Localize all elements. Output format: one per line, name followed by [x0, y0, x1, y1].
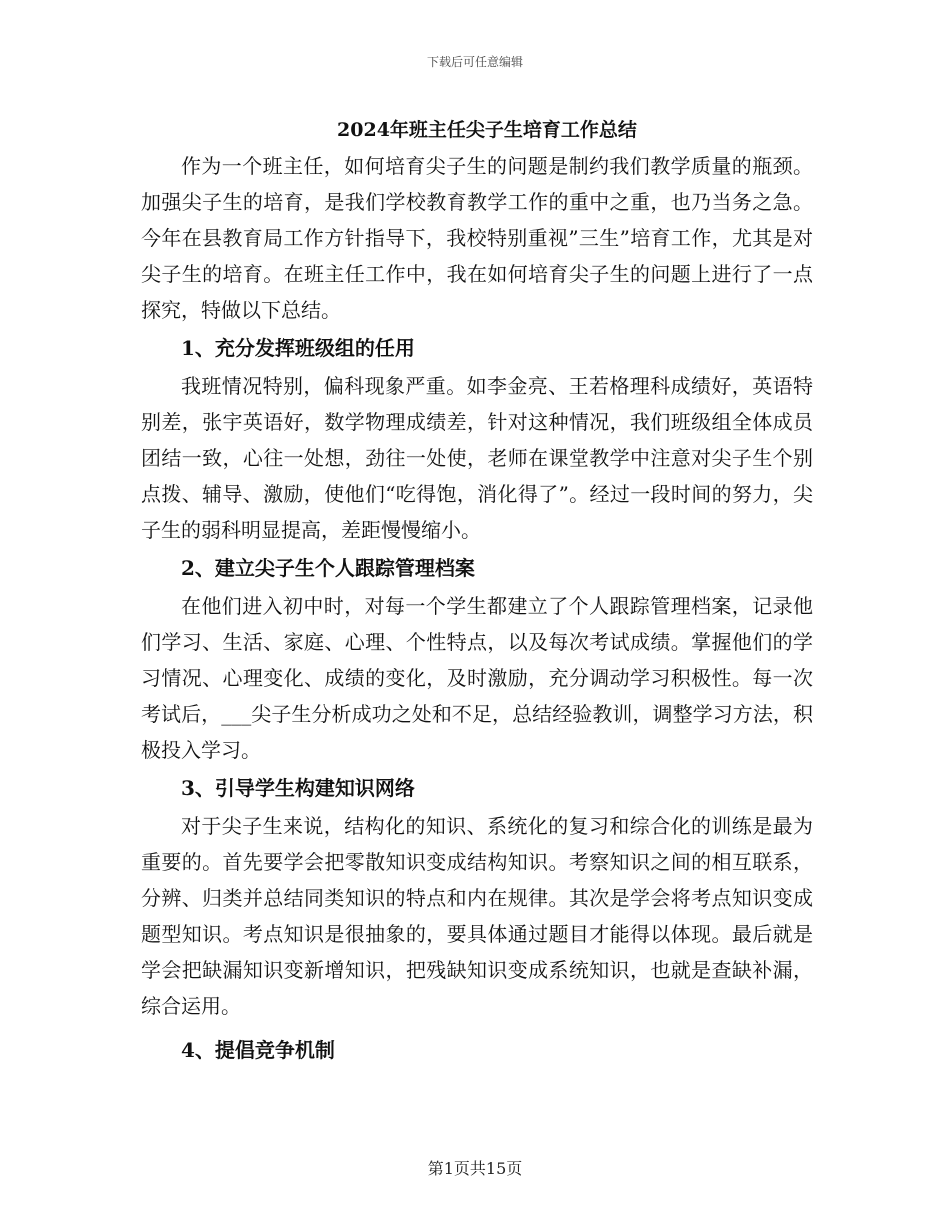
section-paragraph: 在他们进入初中时，对每一个学生都建立了个人跟踪管理档案，记录他们学习、生活、家庭、心理、个性特点，以及每次考试成绩。掌握他们的学习情况、心理变化、成绩的变化，及时激励，充分调动学习积极性。每一次考试后，___尖子生分析成功之处和不足，总结经验教训，调整学习方法，积极投入学习。	[141, 594, 813, 762]
section-heading: 4、提倡竞争机制	[181, 1038, 335, 1062]
page-number: 第1页共15页	[427, 1159, 523, 1178]
intro-paragraph: 作为一个班主任，如何培育尖子生的问题是制约我们教学质量的瓶颈。加强尖子生的培育，是我们学校教育教学工作的重中之重，也乃当务之急。今年在县教育局工作方针指导下，我校特别重视”三生”培育工作，尤其是对尖子生的培育。在班主任工作中，我在如何培育尖子生的问题上进行了一点探究，特做以下总结。	[141, 154, 813, 322]
section-paragraph: 我班情况特别，偏科现象严重。如李金亮、王若格理科成绩好，英语特别差，张宇英语好，数学物理成绩差，针对这种情况，我们班级组全体成员团结一致，心往一处想，劲往一处使，老师在课堂教学中注意对尖子生个别点拨、辅导、激励，使他们“吃得饱，消化得了”。经过一段时间的努力，尖子生的弱科明显提高，差距慢慢缩小。	[141, 374, 813, 542]
document-content	[141, 112, 813, 1070]
section-heading: 3、引导学生构建知识网络	[181, 776, 415, 800]
header-note: 下载后可任意编辑	[426, 55, 523, 69]
document-title: 2024年班主任尖子生培育工作总结	[337, 119, 637, 141]
section-paragraph: 对于尖子生来说，结构化的知识、系统化的复习和综合化的训练是最为重要的。首先要学会把零散知识变成结构知识。考察知识之间的相互联系，分辨、归类并总结同类知识的特点和内在规律。其次是学会将考点知识变成题型知识。考点知识是很抽象的，要具体通过题目才能得以体现。最后就是学会把缺漏知识变新增知识，把残缺知识变成系统知识，也就是查缺补漏，综合运用。	[141, 814, 813, 1018]
section-heading: 2、建立尖子生个人跟踪管理档案	[181, 556, 475, 580]
section-heading: 1、充分发挥班级组的任用	[181, 336, 415, 360]
